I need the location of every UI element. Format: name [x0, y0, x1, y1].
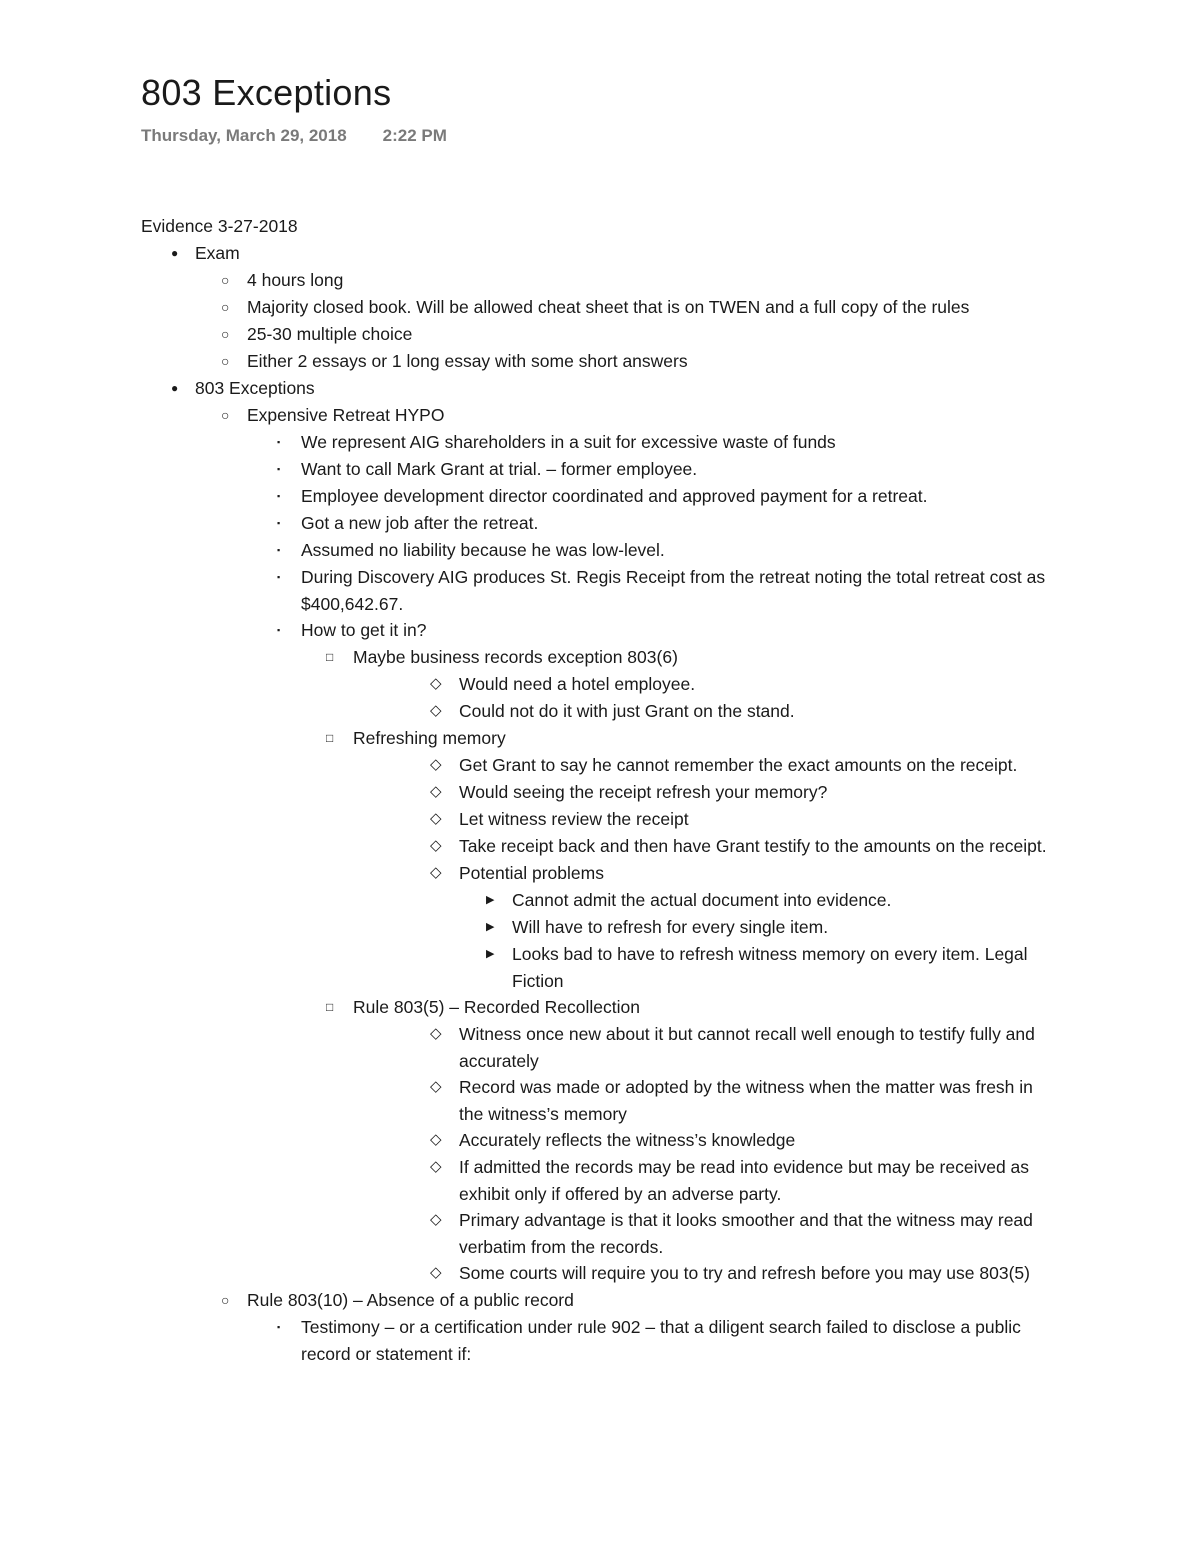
note-text: Record was made or adopted by the witness when the matter was fresh in the witness’s memory — [459, 1077, 1033, 1124]
diamond-bullet-icon: ◇ — [430, 756, 442, 773]
square-bullet-icon: ▪ — [277, 545, 281, 555]
note-item — [0, 671, 1062, 698]
note-item — [0, 1021, 1062, 1074]
note-text: How to get it in? — [301, 620, 427, 640]
diamond-bullet-icon: ◇ — [430, 837, 442, 854]
diamond-bullet-icon: ◇ — [430, 1264, 442, 1281]
note-item — [0, 456, 1062, 483]
note-text: Assumed no liability because he was low-level. — [301, 540, 665, 560]
note-text: Get Grant to say he cannot remember the exact amounts on the receipt. — [459, 755, 1018, 775]
note-item — [0, 725, 1062, 752]
note-text: Accurately reflects the witness’s knowledge — [459, 1130, 796, 1150]
diamond-bullet-icon: ◇ — [430, 675, 442, 692]
diamond-bullet-icon: ◇ — [430, 1131, 442, 1148]
note-text: Could not do it with just Grant on the stand. — [459, 701, 795, 721]
circle-bullet-icon: ○ — [221, 299, 230, 315]
note-text: Some courts will require you to try and refresh before you may use 803(5) — [459, 1263, 1030, 1283]
note-item — [0, 1207, 1062, 1260]
diamond-bullet-icon: ◇ — [430, 1158, 442, 1175]
box-bullet-icon: □ — [326, 650, 334, 664]
note-text: Cannot admit the actual document into evidence. — [512, 890, 892, 910]
note-text: Potential problems — [459, 863, 604, 883]
note-item — [0, 1127, 1062, 1154]
square-bullet-icon: ▪ — [277, 518, 281, 528]
note-text: If admitted the records may be read into evidence but may be received as exhibit only if offered by an adverse party. — [459, 1157, 1030, 1204]
note-text: Maybe business records exception 803(6) — [353, 647, 678, 667]
page-timestamp — [141, 126, 447, 146]
note-item — [0, 887, 1062, 914]
note-item — [0, 294, 1062, 321]
note-item — [0, 537, 1062, 564]
square-bullet-icon: ▪ — [277, 491, 281, 501]
note-text: Testimony – or a certification under rule 902 – that a diligent search failed to disclose a public record or statement if: — [301, 1317, 1021, 1364]
diamond-bullet-icon: ◇ — [430, 810, 442, 827]
note-text: Majority closed book. Will be allowed cheat sheet that is on TWEN and a full copy of the rules — [247, 297, 970, 317]
note-text: Exam — [195, 243, 240, 263]
note-item — [0, 348, 1062, 375]
note-item — [0, 402, 1062, 429]
note-text: Employee development director coordinated and approved payment for a retreat. — [301, 486, 928, 506]
box-bullet-icon: □ — [326, 731, 334, 745]
note-text: 4 hours long — [247, 270, 344, 290]
circle-bullet-icon: ○ — [221, 326, 230, 342]
note-item — [0, 833, 1062, 860]
note-text: Refreshing memory — [353, 728, 506, 748]
note-item — [0, 1287, 1062, 1314]
note-item — [0, 752, 1062, 779]
triangle-bullet-icon: ▶ — [486, 894, 495, 906]
note-item — [0, 321, 1062, 348]
note-item — [0, 240, 1062, 267]
circle-bullet-icon: ○ — [221, 407, 230, 423]
diamond-bullet-icon: ◇ — [430, 1211, 442, 1228]
triangle-bullet-icon: ▶ — [486, 948, 495, 960]
triangle-bullet-icon: ▶ — [486, 921, 495, 933]
note-text: Want to call Mark Grant at trial. – former employee. — [301, 459, 698, 479]
note-item — [0, 429, 1062, 456]
note-text: Got a new job after the retreat. — [301, 513, 539, 533]
disc-bullet-icon: ● — [171, 246, 179, 260]
note-item — [0, 698, 1062, 725]
note-item — [0, 617, 1062, 644]
diamond-bullet-icon: ◇ — [430, 864, 442, 881]
note-item — [0, 806, 1062, 833]
note-item — [0, 779, 1062, 806]
square-bullet-icon: ▪ — [277, 437, 281, 447]
disc-bullet-icon: ● — [171, 381, 179, 395]
note-text: Primary advantage is that it looks smoother and that the witness may read verbatim from the records. — [459, 1210, 1033, 1257]
note-item — [0, 994, 1062, 1021]
note-item — [0, 914, 1062, 941]
note-text: Let witness review the receipt — [459, 809, 689, 829]
page-time: 2:22 PM — [382, 126, 447, 145]
note-item — [0, 510, 1062, 537]
note-text: Looks bad to have to refresh witness memory on every item. Legal Fiction — [512, 944, 1028, 991]
note-text: Rule 803(5) – Recorded Recollection — [353, 997, 640, 1017]
note-item — [0, 1260, 1062, 1287]
page-date: Thursday, March 29, 2018 — [141, 126, 347, 145]
note-text: Either 2 essays or 1 long essay with some short answers — [247, 351, 688, 371]
diamond-bullet-icon: ◇ — [430, 1078, 442, 1095]
note-item — [0, 1314, 1062, 1367]
note-text: Expensive Retreat HYPO — [247, 405, 445, 425]
square-bullet-icon: ▪ — [277, 572, 281, 582]
note-item — [0, 941, 1062, 994]
note-text: During Discovery AIG produces St. Regis Receipt from the retreat noting the total retreat cost as $400,642.67. — [301, 567, 1046, 614]
note-text: 803 Exceptions — [195, 378, 315, 398]
note-item — [0, 1154, 1062, 1207]
page-title: 803 Exceptions — [141, 72, 392, 113]
note-text: 25-30 multiple choice — [247, 324, 413, 344]
diamond-bullet-icon: ◇ — [430, 702, 442, 719]
note-item — [0, 267, 1062, 294]
note-text: We represent AIG shareholders in a suit for excessive waste of funds — [301, 432, 836, 452]
note-item — [0, 1074, 1062, 1127]
note-item — [0, 860, 1062, 887]
note-item — [0, 483, 1062, 510]
note-text: Witness once new about it but cannot recall well enough to testify fully and accurately — [459, 1024, 1035, 1071]
note-item — [0, 213, 1062, 240]
diamond-bullet-icon: ◇ — [430, 1025, 442, 1042]
note-text: Rule 803(10) – Absence of a public record — [247, 1290, 574, 1310]
note-text: Take receipt back and then have Grant testify to the amounts on the receipt. — [459, 836, 1047, 856]
note-text: Evidence 3-27-2018 — [141, 216, 298, 236]
note-item — [0, 375, 1062, 402]
circle-bullet-icon: ○ — [221, 1292, 230, 1308]
box-bullet-icon: □ — [326, 1000, 334, 1014]
note-text: Will have to refresh for every single item. — [512, 917, 829, 937]
note-item — [0, 564, 1062, 617]
circle-bullet-icon: ○ — [221, 353, 230, 369]
square-bullet-icon: ▪ — [277, 464, 281, 474]
note-text: Would need a hotel employee. — [459, 674, 696, 694]
circle-bullet-icon: ○ — [221, 272, 230, 288]
square-bullet-icon: ▪ — [277, 625, 281, 635]
square-bullet-icon: ▪ — [277, 1322, 281, 1332]
note-item — [0, 644, 1062, 671]
diamond-bullet-icon: ◇ — [430, 783, 442, 800]
note-text: Would seeing the receipt refresh your memory? — [459, 782, 828, 802]
